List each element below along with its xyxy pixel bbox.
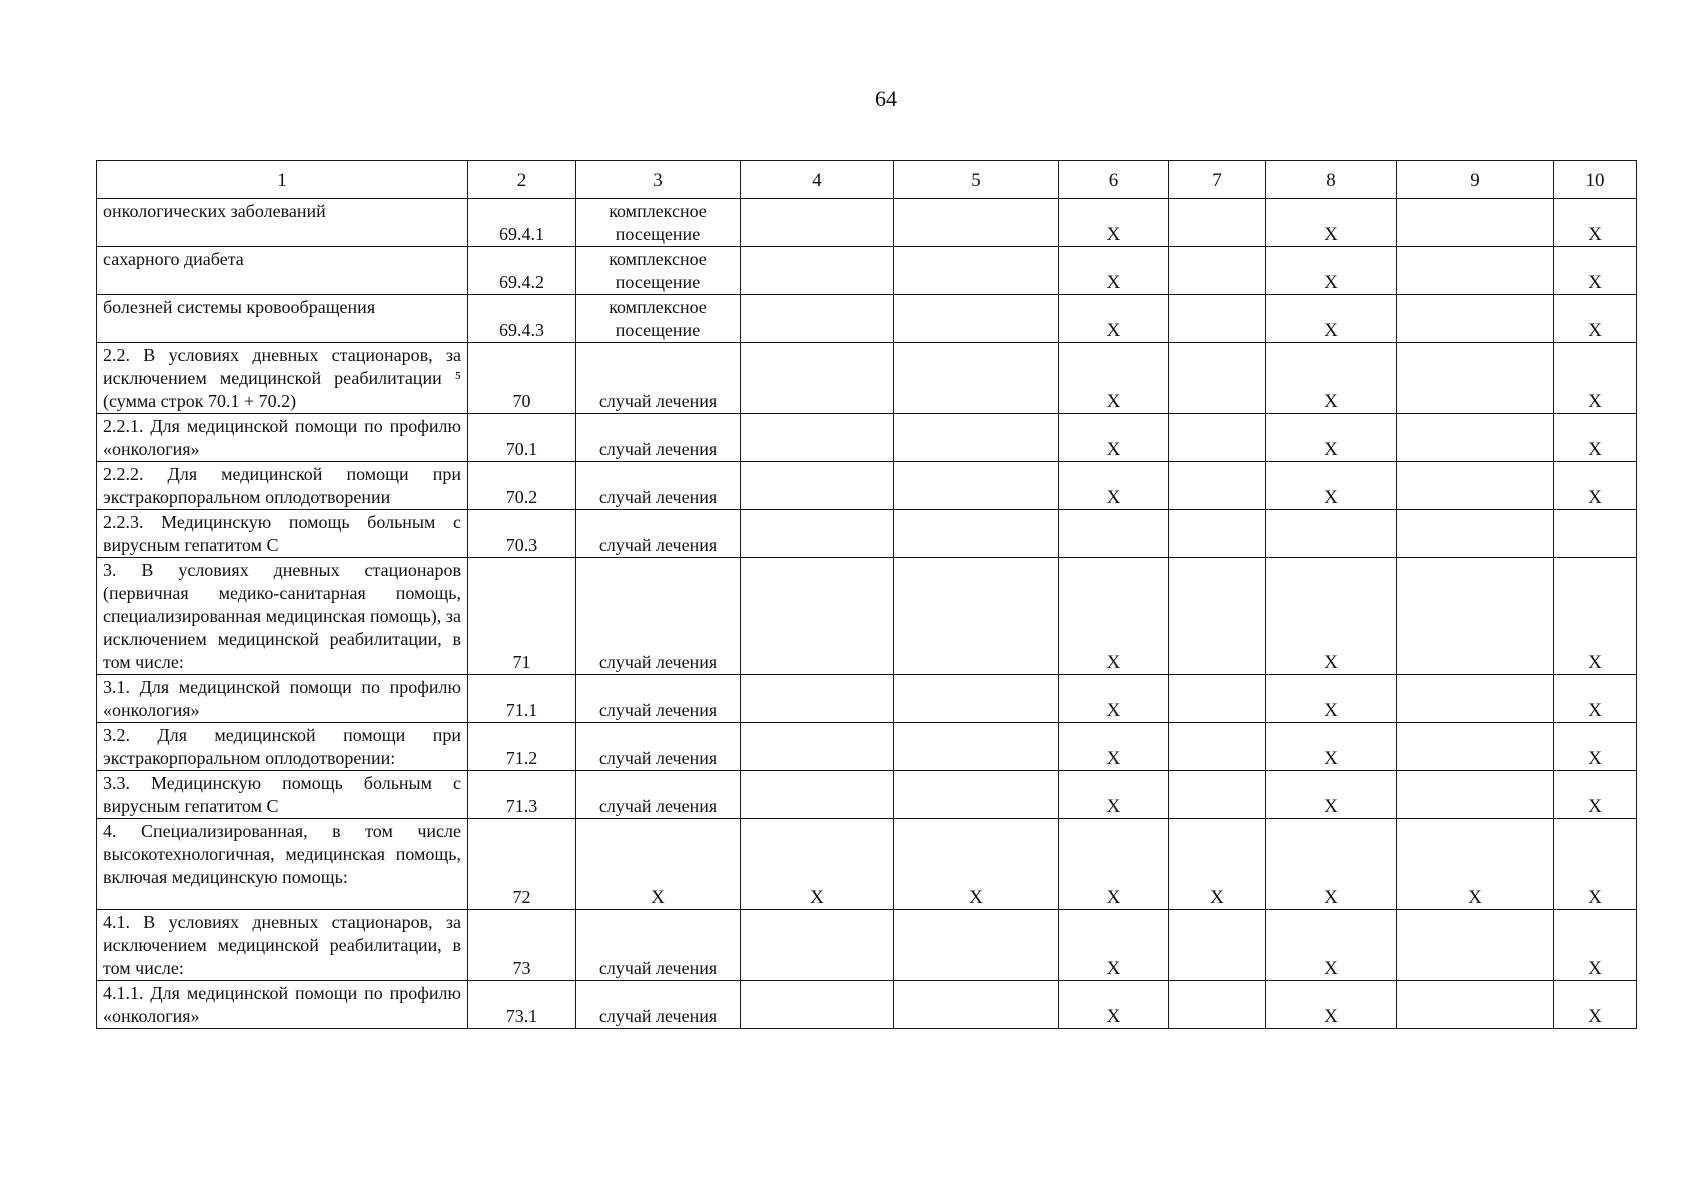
unit-cell: комплексное посещение [576, 247, 741, 295]
value-cell: X [1554, 414, 1637, 462]
value-cell: X [1059, 295, 1169, 343]
unit-cell: случай лечения [576, 771, 741, 819]
value-cell: X [1554, 910, 1637, 981]
row-label: 2.2. В условиях дневных стационаров, за исключением медицинской реабилитации ⁵ (сумма строк 70.1 + 70.2) [97, 343, 468, 414]
value-cell: X [1554, 295, 1637, 343]
table-row [97, 199, 1637, 247]
value-cell [894, 675, 1059, 723]
row-number: 71 [468, 558, 576, 675]
value-cell [1169, 723, 1266, 771]
value-cell [741, 771, 894, 819]
value-cell [1169, 343, 1266, 414]
value-cell: X [1554, 558, 1637, 675]
row-label: 3. В условиях дневных стационаров (первичная медико-санитарная помощь, специализированная медицинская помощь), за исключением медицинской реабилитации, в том числе: [97, 558, 468, 675]
table-row [97, 558, 1637, 675]
value-cell [894, 462, 1059, 510]
value-cell: X [1059, 199, 1169, 247]
row-number: 69.4.2 [468, 247, 576, 295]
value-cell [1169, 675, 1266, 723]
value-cell [894, 558, 1059, 675]
value-cell [1169, 981, 1266, 1029]
table-row [97, 510, 1637, 558]
row-number: 71.1 [468, 675, 576, 723]
value-cell [1169, 910, 1266, 981]
column-header: 10 [1554, 161, 1637, 199]
column-header: 6 [1059, 161, 1169, 199]
value-cell [894, 247, 1059, 295]
row-number: 73.1 [468, 981, 576, 1029]
row-number: 70.1 [468, 414, 576, 462]
value-cell [1266, 510, 1397, 558]
row-number: 73 [468, 910, 576, 981]
column-header: 7 [1169, 161, 1266, 199]
value-cell: X [1059, 343, 1169, 414]
value-cell: X [1266, 247, 1397, 295]
row-label: болезней системы кровообращения [97, 295, 468, 343]
value-cell [1554, 510, 1637, 558]
value-cell: X [1266, 981, 1397, 1029]
value-cell [1169, 199, 1266, 247]
value-cell [1397, 510, 1554, 558]
table-row [97, 247, 1637, 295]
value-cell [1169, 295, 1266, 343]
value-cell: X [1397, 819, 1554, 910]
value-cell: X [1266, 462, 1397, 510]
column-header: 5 [894, 161, 1059, 199]
value-cell: X [1059, 462, 1169, 510]
unit-cell: случай лечения [576, 723, 741, 771]
value-cell [741, 247, 894, 295]
row-label: 2.2.2. Для медицинской помощи при экстракорпоральном оплодотворении [97, 462, 468, 510]
value-cell [1397, 462, 1554, 510]
unit-cell: случай лечения [576, 462, 741, 510]
row-label: 3.3. Медицинскую помощь больным с вирусным гепатитом С [97, 771, 468, 819]
value-cell [1397, 295, 1554, 343]
row-label: 3.2. Для медицинской помощи при экстракорпоральном оплодотворении: [97, 723, 468, 771]
value-cell: X [1059, 675, 1169, 723]
value-cell: X [1059, 414, 1169, 462]
table-row [97, 981, 1637, 1029]
row-label: 2.2.1. Для медицинской помощи по профилю «онкология» [97, 414, 468, 462]
row-label: 4.1.1. Для медицинской помощи по профилю «онкология» [97, 981, 468, 1029]
unit-cell: комплексное посещение [576, 295, 741, 343]
row-label: 2.2.3. Медицинскую помощь больным с вирусным гепатитом С [97, 510, 468, 558]
value-cell [1397, 247, 1554, 295]
value-cell [894, 723, 1059, 771]
value-cell: X [1554, 981, 1637, 1029]
value-cell [894, 771, 1059, 819]
value-cell: X [1554, 247, 1637, 295]
value-cell: X [1554, 343, 1637, 414]
value-cell: X [1266, 295, 1397, 343]
value-cell [741, 343, 894, 414]
value-cell [894, 414, 1059, 462]
value-cell: X [1059, 819, 1169, 910]
value-cell: X [1554, 819, 1637, 910]
column-header: 4 [741, 161, 894, 199]
value-cell [1397, 910, 1554, 981]
value-cell [1169, 462, 1266, 510]
value-cell [1397, 199, 1554, 247]
value-cell [1397, 343, 1554, 414]
value-cell: X [741, 819, 894, 910]
row-label: 4.1. В условиях дневных стационаров, за исключением медицинской реабилитации, в том числе: [97, 910, 468, 981]
value-cell [741, 675, 894, 723]
value-cell: X [1059, 247, 1169, 295]
value-cell: X [1059, 723, 1169, 771]
table-row [97, 343, 1637, 414]
unit-cell: случай лечения [576, 981, 741, 1029]
value-cell [741, 295, 894, 343]
value-cell [741, 414, 894, 462]
value-cell [1397, 981, 1554, 1029]
value-cell: X [894, 819, 1059, 910]
value-cell [1169, 247, 1266, 295]
value-cell: X [1266, 723, 1397, 771]
value-cell [741, 558, 894, 675]
value-cell: X [1266, 910, 1397, 981]
column-header: 9 [1397, 161, 1554, 199]
document-table [96, 160, 1637, 1029]
row-number: 70.2 [468, 462, 576, 510]
table-row [97, 771, 1637, 819]
column-header: 1 [97, 161, 468, 199]
unit-cell: комплексное посещение [576, 199, 741, 247]
table-row [97, 414, 1637, 462]
unit-cell: случай лечения [576, 675, 741, 723]
row-number: 72 [468, 819, 576, 910]
unit-cell: случай лечения [576, 558, 741, 675]
value-cell [894, 343, 1059, 414]
value-cell: X [1059, 771, 1169, 819]
row-number: 71.2 [468, 723, 576, 771]
value-cell: X [1059, 558, 1169, 675]
value-cell [894, 295, 1059, 343]
value-cell: X [1554, 723, 1637, 771]
row-label: сахарного диабета [97, 247, 468, 295]
value-cell [894, 910, 1059, 981]
value-cell [1397, 414, 1554, 462]
value-cell [1059, 510, 1169, 558]
value-cell [741, 723, 894, 771]
column-header: 3 [576, 161, 741, 199]
row-number: 69.4.3 [468, 295, 576, 343]
value-cell [1397, 675, 1554, 723]
table-row [97, 910, 1637, 981]
value-cell [1169, 414, 1266, 462]
value-cell: X [1266, 675, 1397, 723]
value-cell [1169, 771, 1266, 819]
table-row [97, 462, 1637, 510]
column-header: 2 [468, 161, 576, 199]
value-cell [894, 981, 1059, 1029]
value-cell [741, 910, 894, 981]
value-cell [1169, 510, 1266, 558]
value-cell [741, 981, 894, 1029]
page-number: 64 [875, 86, 897, 111]
value-cell: X [1059, 981, 1169, 1029]
unit-cell: X [576, 819, 741, 910]
value-cell: X [1266, 343, 1397, 414]
unit-cell: случай лечения [576, 910, 741, 981]
column-header: 8 [1266, 161, 1397, 199]
value-cell [1397, 558, 1554, 675]
row-number: 70 [468, 343, 576, 414]
row-number: 70.3 [468, 510, 576, 558]
value-cell: X [1266, 819, 1397, 910]
value-cell: X [1554, 675, 1637, 723]
unit-cell: случай лечения [576, 510, 741, 558]
value-cell: X [1554, 771, 1637, 819]
value-cell: X [1266, 558, 1397, 675]
value-cell: X [1554, 199, 1637, 247]
value-cell [741, 510, 894, 558]
row-number: 69.4.1 [468, 199, 576, 247]
table-row [97, 819, 1637, 910]
value-cell [894, 199, 1059, 247]
unit-cell: случай лечения [576, 343, 741, 414]
value-cell [741, 199, 894, 247]
value-cell [741, 462, 894, 510]
table-row [97, 295, 1637, 343]
row-label: онкологических заболеваний [97, 199, 468, 247]
table-row [97, 723, 1637, 771]
row-label: 3.1. Для медицинской помощи по профилю «онкология» [97, 675, 468, 723]
value-cell: X [1169, 819, 1266, 910]
row-number: 71.3 [468, 771, 576, 819]
value-cell: X [1266, 771, 1397, 819]
table-row [97, 675, 1637, 723]
value-cell: X [1266, 199, 1397, 247]
table-header-row [97, 161, 1637, 199]
value-cell [1397, 771, 1554, 819]
value-cell [1397, 723, 1554, 771]
row-label: 4. Специализированная, в том числе высокотехнологичная, медицинская помощь, включая медицинскую помощь: [97, 819, 468, 910]
unit-cell: случай лечения [576, 414, 741, 462]
value-cell [894, 510, 1059, 558]
value-cell: X [1266, 414, 1397, 462]
value-cell: X [1059, 910, 1169, 981]
value-cell: X [1554, 462, 1637, 510]
value-cell [1169, 558, 1266, 675]
